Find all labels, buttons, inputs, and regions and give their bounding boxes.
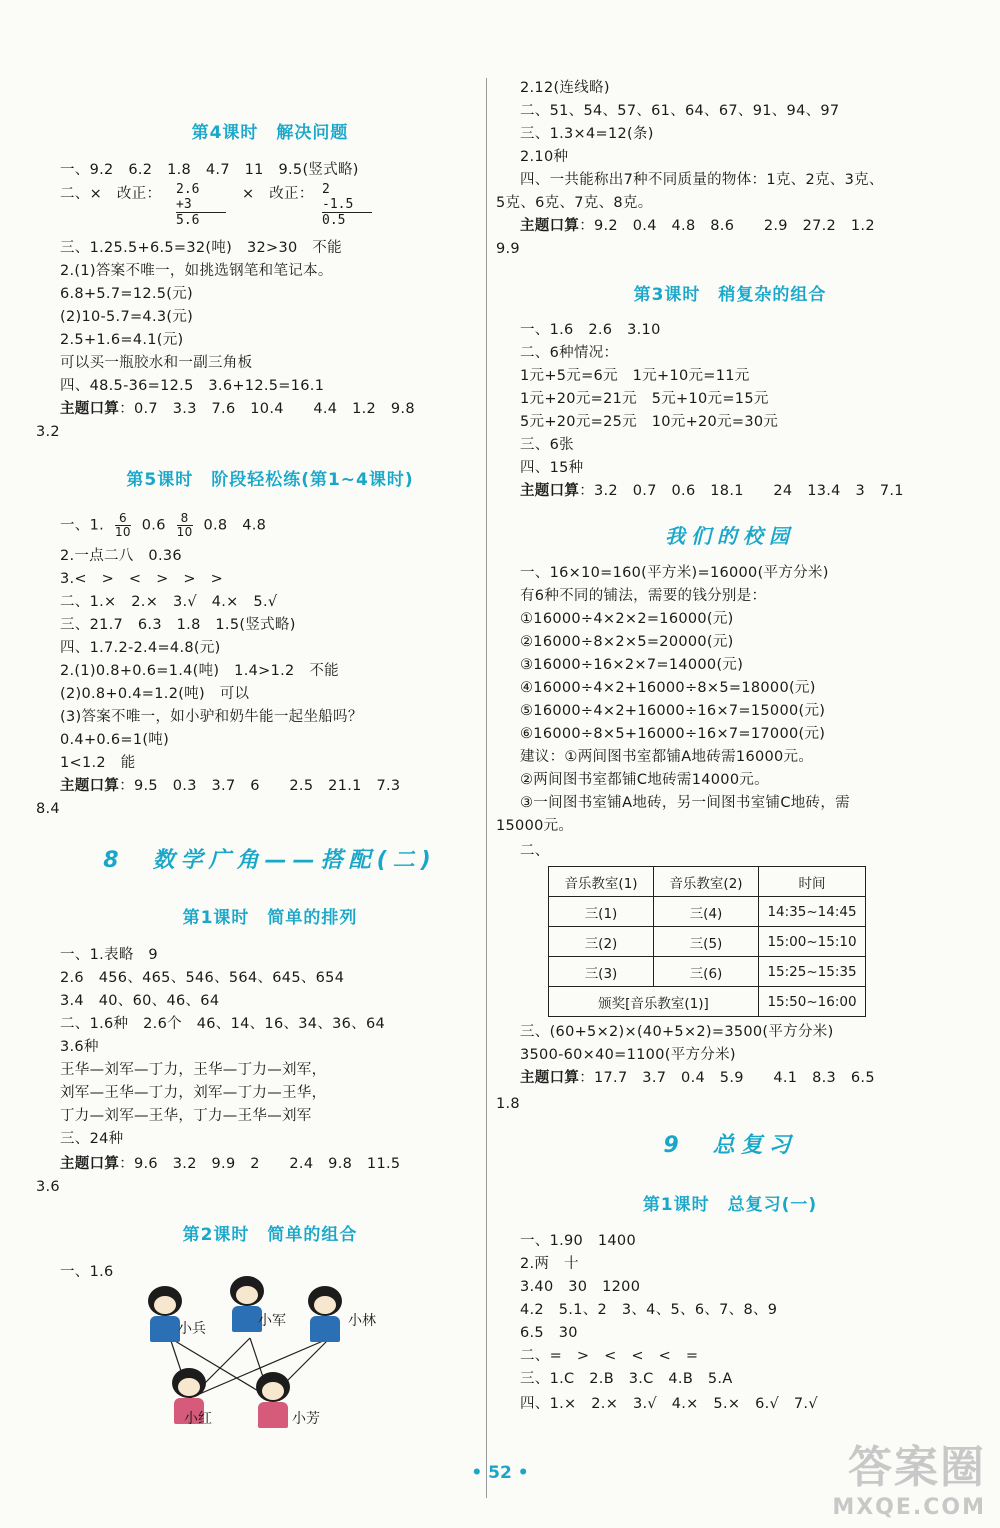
answer-line: 8.4 [36, 801, 60, 817]
answer-line: 一、1.表略 9 [60, 947, 158, 963]
answer-line: 一、1.90 1400 [520, 1233, 636, 1249]
table-cell: 颁奖[音乐教室(1)] [549, 987, 759, 1017]
fraction-den: 10 [176, 525, 193, 539]
answer-line: 二、51、54、57、61、64、67、91、94、97 [520, 103, 840, 119]
answer-line: 四、48.5-36=12.5 3.6+12.5=16.1 [60, 378, 325, 394]
oral-calc-line [520, 481, 904, 501]
table-header: 音乐教室(2) [654, 867, 759, 897]
table-cell: 15:25~15:35 [759, 957, 866, 987]
table-cell: 三(5) [654, 927, 759, 957]
answer-line: 三、6张 [520, 437, 574, 453]
table-row [549, 987, 866, 1017]
answer-line: 2.一点二八 0.36 [60, 548, 182, 564]
fraction [177, 512, 193, 539]
answer-line: ⑥16000÷8×5+16000÷16×7=17000(元) [520, 726, 826, 742]
answer-line: 2.10种 [520, 149, 569, 165]
answer-line: 15000元。 [496, 818, 574, 834]
answer-line: 二、 [520, 843, 550, 859]
answer-line: 二、1.6种 2.6个 46、14、16、34、36、64 [60, 1016, 386, 1032]
answer-line: 二、× 改正： [60, 186, 162, 202]
answer-line: 四、1.7.2-2.4=4.8(元) [60, 640, 221, 656]
answer-line: ③16000÷16×2×7=14000(元) [520, 657, 744, 673]
answer-line: ③一间图书室铺A地砖，另一间图书室铺C地砖，需 [520, 795, 850, 811]
answer-line: 2.12(连线略) [520, 80, 610, 96]
section-heading: 第4课时 解决问题 [191, 123, 349, 143]
answer-line: 2.5+1.6=4.1(元) [60, 332, 184, 348]
answer-line: 有6种不同的铺法，需要的钱分别是： [520, 588, 767, 604]
calc-row: 2.6 [176, 182, 200, 197]
chapter-heading: 我们的校园 [665, 524, 795, 548]
answer-line: 丁力—刘军—王华，丁力—王华—刘军 [60, 1108, 312, 1124]
table-header: 音乐教室(1) [549, 867, 654, 897]
oral-calc-label: 主题口算 [60, 401, 120, 417]
answer-line: 三、1.C 2.B 3.C 4.B 5.A [520, 1371, 733, 1387]
answer-line: 二、1.× 2.× 3.√ 4.× 5.√ [60, 594, 278, 610]
answer-line: 3.< > < > > > [60, 571, 224, 587]
answer-line: 2.6 456、465、546、564、645、654 [60, 970, 345, 986]
answer-line: 3.6 [36, 1179, 60, 1195]
answer-line: 三、24种 [60, 1131, 124, 1147]
answer-line: 3.2 [36, 424, 60, 440]
oral-calc-values: ：17.7 3.7 0.4 5.9 4.1 8.3 6.5 [579, 1070, 875, 1086]
answer-line: 2.两 十 [520, 1256, 579, 1272]
oral-calc-values: ：3.2 0.7 0.6 18.1 24 13.4 3 7.1 [579, 483, 904, 499]
answer-line: ④16000÷4×2+16000÷8×5=18000(元) [520, 680, 816, 696]
page-number: • 52 • [471, 1463, 529, 1483]
answer-line: 5克、6克、7克、8克。 [496, 195, 653, 211]
oral-calc-label: 主题口算 [520, 218, 580, 234]
fraction-den: 10 [114, 525, 131, 539]
oral-calc-label: 主题口算 [60, 778, 120, 794]
answer-line: 6.5 30 [520, 1325, 578, 1341]
answer-line: 一、1.6 2.6 3.10 [520, 322, 661, 338]
kid-label: 小芳 [292, 1411, 320, 1427]
answer-line: 5元+20元=25元 10元+20元=30元 [520, 414, 779, 430]
calc-row: 2 [322, 182, 330, 197]
table-cell: 15:50~16:00 [759, 987, 866, 1017]
answer-line: 可以买一瓶胶水和一副三角板 [60, 355, 253, 371]
table-row [549, 927, 866, 957]
oral-calc-values: ：0.7 3.3 7.6 10.4 4.4 1.2 9.8 [119, 401, 415, 417]
section-heading: 第5课时 阶段轻松练(第1~4课时) [126, 470, 414, 490]
calc-row: -1.5 [322, 197, 354, 212]
answer-line: 1元+5元=6元 1元+10元=11元 [520, 368, 750, 384]
answer-line: 王华—刘军—丁力，王华—丁力—刘军， [60, 1062, 327, 1078]
calc-row: 5.6 [176, 212, 226, 228]
answer-line: ①16000÷4×2×2=16000(元) [520, 611, 734, 627]
answer-line: ②两间图书室都铺C地砖需14000元。 [520, 772, 769, 788]
watermark-logo: 答案圈 [848, 1442, 986, 1493]
answer-line: ⑤16000÷4×2+16000÷16×7=15000(元) [520, 703, 826, 719]
table-cell: 三(4) [654, 897, 759, 927]
answer-line: 6.8+5.7=12.5(元) [60, 286, 194, 302]
answer-line: 四、1.× 2.× 3.√ 4.× 5.× 6.√ 7.√ [520, 1396, 818, 1412]
answer-line: 3.40 30 1200 [520, 1279, 641, 1295]
section-heading: 第1课时 简单的排列 [182, 908, 358, 928]
answer-line: (2)10-5.7=4.3(元) [60, 309, 194, 325]
watermark-url: MXQE.COM [832, 1495, 986, 1520]
oral-calc-line [60, 1154, 400, 1174]
oral-calc-values: ：9.2 0.4 4.8 8.6 2.9 27.2 1.2 [579, 218, 875, 234]
column-divider [486, 78, 487, 1498]
vertical-calc [322, 182, 372, 228]
oral-calc-line [520, 216, 875, 236]
kid-label: 小红 [184, 1411, 212, 1427]
kid-label: 小林 [348, 1313, 376, 1329]
table-header: 时间 [759, 867, 866, 897]
kid-label: 小兵 [178, 1321, 206, 1337]
answer-line: 9.9 [496, 241, 520, 257]
answer-line: 4.2 5.1、2 3、4、5、6、7、8、9 [520, 1302, 778, 1318]
table-cell: 三(3) [549, 957, 654, 987]
fraction [115, 512, 131, 539]
answer-line: 2.(1)0.8+0.6=1.4(吨) 1.4>1.2 不能 [60, 663, 339, 679]
oral-calc-line [520, 1068, 875, 1088]
watermark [832, 1431, 986, 1520]
answer-line: 三、1.3×4=12(条) [520, 126, 654, 142]
answer-line: 刘军—王华—丁力，刘军—丁力—王华， [60, 1085, 327, 1101]
table-cell: 15:00~15:10 [759, 927, 866, 957]
answer-line: ②16000÷8×2×5=20000(元) [520, 634, 734, 650]
table-cell: 14:35~14:45 [759, 897, 866, 927]
answer-line: 3500-60×40=1100(平方分米) [520, 1047, 736, 1063]
answer-line [60, 512, 266, 539]
section-heading: 第2课时 简单的组合 [182, 1225, 358, 1245]
answer-line: × 改正： [242, 186, 314, 202]
text: 0.6 [141, 517, 166, 534]
chapter-heading: 9 总复习 [663, 1133, 797, 1158]
schedule-table [548, 866, 866, 1017]
chapter-heading: 8 数学广角——搭配(二) [103, 848, 437, 873]
answer-line: 三、(60+5×2)×(40+5×2)=3500(平方分米) [520, 1024, 834, 1040]
answer-line: 3.6种 [60, 1039, 99, 1055]
oral-calc-values: ：9.5 0.3 3.7 6 2.5 21.1 7.3 [119, 778, 401, 794]
fraction-num: 8 [177, 512, 193, 526]
boy-icon [308, 1286, 342, 1342]
calc-row: 0.5 [322, 212, 372, 228]
answer-line: 四、15种 [520, 460, 584, 476]
answer-line: 1<1.2 能 [60, 755, 136, 771]
answer-line: 1元+20元=21元 5元+10元=15元 [520, 391, 769, 407]
kid-label: 小军 [258, 1313, 286, 1329]
oral-calc-line [60, 399, 415, 419]
oral-calc-label: 主题口算 [520, 483, 580, 499]
answer-line: 三、21.7 6.3 1.8 1.5(竖式略) [60, 617, 296, 633]
vertical-calc [176, 182, 226, 228]
girl-icon [256, 1372, 290, 1428]
answer-line: 一、1.6 [60, 1264, 114, 1280]
answer-line: 2.(1)答案不唯一，如挑选钢笔和笔记本。 [60, 263, 333, 279]
answer-line: 二、= > < < < = [520, 1348, 699, 1364]
text: 0.8 4.8 [203, 517, 267, 534]
answer-line: (3)答案不唯一，如小驴和奶牛能一起坐船吗？ [60, 709, 363, 725]
answer-line: 一、9.2 6.2 1.8 4.7 11 9.5(竖式略) [60, 162, 359, 178]
table-row [549, 957, 866, 987]
oral-calc-values: ：9.6 3.2 9.9 2 2.4 9.8 11.5 [119, 1156, 401, 1172]
answer-line: 建议：①两间图书室都铺A地砖需16000元。 [520, 749, 814, 765]
answer-line: 三、1.25.5+6.5=32(吨) 32>30 不能 [60, 240, 342, 256]
table-cell: 三(2) [549, 927, 654, 957]
answer-line: 1.8 [496, 1096, 520, 1112]
table-cell: 三(1) [549, 897, 654, 927]
oral-calc-label: 主题口算 [520, 1070, 580, 1086]
answer-line: 一、16×10=160(平方米)=16000(平方分米) [520, 565, 829, 581]
table-header-row [549, 867, 866, 897]
oral-calc-line [60, 776, 400, 796]
answer-line: (2)0.8+0.4=1.2(吨) 可以 [60, 686, 250, 702]
oral-calc-label: 主题口算 [60, 1156, 120, 1172]
answer-line: 四、一共能称出7种不同质量的物体：1克、2克、3克、 [520, 172, 884, 188]
answer-line: 3.4 40、60、46、64 [60, 993, 220, 1009]
text: 一、1. [60, 517, 105, 534]
answer-line: 二、6种情况： [520, 345, 619, 361]
answer-line: 0.4+0.6=1(吨) [60, 732, 170, 748]
table-cell: 三(6) [654, 957, 759, 987]
table-row [549, 897, 866, 927]
calc-row: +3 [176, 197, 192, 212]
section-heading: 第3课时 稍复杂的组合 [633, 285, 827, 305]
fraction-num: 6 [115, 512, 131, 526]
section-heading: 第1课时 总复习(一) [642, 1195, 818, 1215]
boy-icon [148, 1286, 182, 1342]
